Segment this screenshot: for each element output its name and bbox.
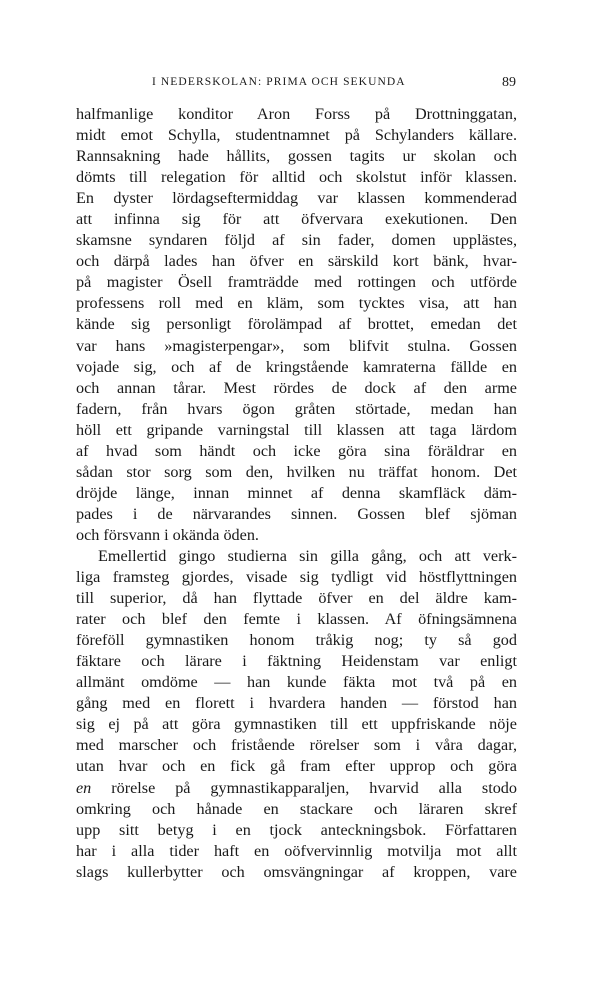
text-line: och annan tårar. Mest rördes de dock af den arme xyxy=(76,378,517,397)
italic-word: en xyxy=(76,778,92,797)
text-line: halfmanlige konditor Aron Forss på Drottninggatan, xyxy=(76,105,517,123)
text-line: af hvad som händt och icke göra sina föräldrar en xyxy=(76,441,517,460)
page-number: 89 xyxy=(502,75,516,90)
text-line: sig ej på att göra gymnastiken till ett uppfriskande nöje xyxy=(76,715,517,734)
text-line: vojade sig, och af de kringstående kamraterna fällde en xyxy=(76,357,517,376)
text-line: har i alla tider haft en oöfvervinnlig motvilja mot allt xyxy=(76,841,517,860)
text-line: midt emot Schylla, studentnamnet på Schylanders källare. xyxy=(76,126,517,145)
text-line: utan hvar och en fick gå fram efter upprop och göra xyxy=(76,757,517,776)
running-title: I NEDERSKOLAN: PRIMA OCH SEKUNDA xyxy=(152,76,406,88)
text-line: slags kullerbytter och omsvängningar af kroppen, vare xyxy=(76,862,517,881)
text-line: föreföll gymnastiken honom tråkig nog; ty så god xyxy=(76,631,517,650)
text-line: rater och blef den femte i klassen. Af öfningsämnena xyxy=(76,610,517,629)
text-line: pades i de närvarandes sinnen. Gossen blef sjöman xyxy=(76,504,517,523)
text-line: att infinna sig för att öfvervara exekutionen. Den xyxy=(76,210,517,229)
text-line: upp sitt betyg i en tjock anteckningsbok. Författaren xyxy=(76,820,517,839)
text-line: fadern, från hvars ögon gråten störtade, medan han xyxy=(76,399,517,418)
text-line: kände sig personligt förolämpad af brottet, emedan det xyxy=(76,315,517,334)
text-line: på magister Ösell framträdde med rottingen och utförde xyxy=(76,273,517,292)
text-line: allmänt omdöme — han kunde fäkta mot två på en xyxy=(76,673,517,692)
text-line: var hans »magisterpengar», som blifvit stulna. Gossen xyxy=(76,336,517,355)
text-line: och därpå lades han öfver en särskild kort bänk, hvar- xyxy=(76,252,517,271)
text-line: professens roll med en kläm, som tycktes visa, att han xyxy=(76,294,517,313)
running-header xyxy=(76,76,516,94)
text-line-italic-start xyxy=(76,778,517,799)
text-line: dömts till relegation för alltid och skolstut inför klassen. xyxy=(76,168,517,187)
text-line: med marscher och fristående rörelser som i våra dagar, xyxy=(76,736,517,755)
paragraph-2 xyxy=(76,546,517,883)
text-line: omkring och hånade en stackare och läraren skref xyxy=(76,799,517,818)
text-line: dröjde länge, innan minnet af denna skamfläck däm- xyxy=(76,483,517,502)
line-rest: rörelse på gymnastikapparaljen, hvarvid alla stodo xyxy=(91,778,517,797)
text-line: skamsne syndaren följd af sin fader, domen upplästes, xyxy=(76,231,517,250)
paragraph-1 xyxy=(76,104,517,546)
text-line: En dyster lördagseftermiddag var klassen kommenderad xyxy=(76,189,517,208)
text-line: Rannsakning hade hållits, gossen tagits ur skolan och xyxy=(76,147,517,166)
text-line: till superior, då han flyttade öfver en del äldre kam- xyxy=(76,589,517,608)
text-line: liga framsteg gjordes, visade sig tydligt vid höstflyttningen xyxy=(76,568,517,587)
text-line: fäktare och lärare i fäktning Heidenstam var enligt xyxy=(76,652,517,671)
text-line: och försvann i okända öden. xyxy=(76,525,259,544)
text-line: Emellertid gingo studierna sin gilla gång, och att verk- xyxy=(98,546,517,565)
text-line: sådan stor sorg som den, hvilken nu träffat honom. Det xyxy=(76,462,517,481)
text-line: höll ett gripande varningstal till klassen att taga lärdom xyxy=(76,420,517,439)
body-text xyxy=(76,104,517,883)
text-line: gång med en florett i hvardera handen — förstod han xyxy=(76,694,517,713)
